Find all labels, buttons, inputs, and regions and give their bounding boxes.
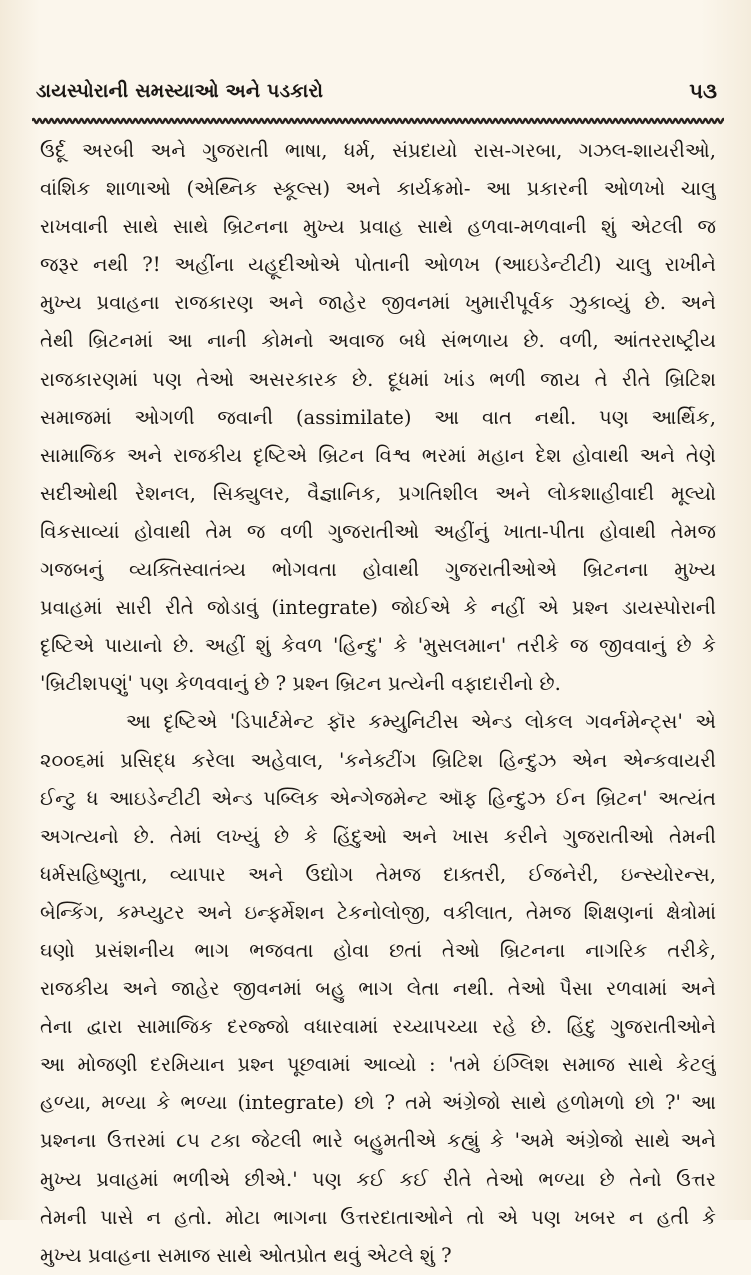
text-line: રાજકારણમાં પણ તેઓ અસરકારક છે. દૂધમાં ખાંડ ભળી જાય તે રીતે બ્રિટિશ — [40, 367, 716, 391]
text-line: વિકસાવ્યાં હોવાથી તેમ જ વળી ગુજરાતીઓ અહીંનું ખાતા-પીતા હોવાથી તેમજ — [40, 519, 716, 543]
text-line: તેના દ્વારા સામાજિક દરજ્જો વધારવામાં રચ્યાપચ્યા રહે છે. હિંદુ ગુજરાતીઓને — [40, 1015, 716, 1039]
text-line: તેથી બ્રિટનમાં આ નાની કોમનો અવાજ બધે સંભળાય છે. વળી, આંતરરાષ્ટ્રીય — [40, 329, 716, 353]
text-line: દૃષ્ટિએ પાયાનો છે. અહીં શું કેવળ 'હિન્દુ' કે 'મુસલમાન' તરીકે જ જીવવાનું છે કે — [40, 634, 716, 658]
paragraph-1 — [40, 132, 716, 703]
text-line: રાખવાની સાથે સાથે બ્રિટનના મુખ્ય પ્રવાહ સાથે હળવા-મળવાની શું એટલી જ — [40, 215, 716, 239]
chapter-title: ડાયસ્પોરાની સમસ્યાઓ અને પડકારો — [36, 80, 324, 102]
text-line: ઈન્ટુ ધ આઇડેન્ટીટી એન્ડ પબ્લિક એન્ગેજમેન્ટ ઑફ હિન્દુઝ ઈન બ્રિટન' અત્યંત — [40, 786, 716, 810]
text-line: ઘણો પ્રસંશનીય ભાગ ભજવતા હોવા છતાં તેઓ બ્રિટનના નાગરિક તરીકે, — [40, 938, 716, 962]
text-line: ગજબનું વ્યક્તિસ્વાતંત્ર્ય ભોગવતા હોવાથી ગુજરાતીઓએ બ્રિટનના મુખ્ય — [40, 558, 716, 582]
text-line: મુખ્ય પ્રવાહના રાજકારણ અને જાહેર જીવનમાં ખુમારીપૂર્વક ઝુકાવ્યું છે. અને — [40, 291, 716, 315]
text-line: બેન્કિંગ, કમ્પ્યુટર અને ઇન્ફર્મેશન ટેકનોલોજી, વકીલાત, તેમજ શિક્ષણનાં ક્ષેત્રોમાં — [40, 900, 716, 924]
text-line: વાંશિક શાળાઓ (એથ્નિક સ્કૂલ્સ) અને કાર્યક્રમો- આ પ્રકારની ઓળખો ચાલુ — [40, 177, 716, 201]
text-line: આ મોજણી દરમિયાન પ્રશ્ન પૂછવામાં આવ્યો : 'તમે ઇંગ્લિશ સમાજ સાથે કેટલું — [40, 1053, 716, 1077]
running-header — [36, 78, 721, 108]
text-line: ધર્મસહિષ્ણુતા, વ્યાપાર અને ઉદ્યોગ તેમજ દાક્તરી, ઈજનેરી, ઇન્સ્યોરન્સ, — [40, 862, 716, 886]
text-line: અગત્યનો છે. તેમાં લખ્યું છે કે હિંદુઓ અને ખાસ કરીને ગુજરાતીઓ તેમની — [40, 824, 716, 848]
paragraph-2 — [40, 703, 716, 1274]
text-line: ૨૦૦૬માં પ્રસિદ્ધ કરેલા અહેવાલ, 'કનેક્ટીંગ બ્રિટિશ હિન્દુઝ એન એન્કવાયરી — [40, 748, 716, 772]
text-line: આ દૃષ્ટિએ 'ડિપાર્ટમેન્ટ ફૉર કમ્યુનિટીસ એન્ડ લોકલ ગવર્નમેન્ટ્સ' એ — [126, 710, 716, 734]
decorative-wavy-rule — [32, 116, 724, 126]
text-line: મુખ્ય પ્રવાહના સમાજ સાથે ઓતપ્રોત થવું એટલે શું ? — [40, 1243, 452, 1267]
text-line: પ્રવાહમાં સારી રીતે જોડાવું (integrate) જોઈએ કે નહીં એ પ્રશ્ન ડાયસ્પોરાની — [40, 596, 716, 620]
text-line: સામાજિક અને રાજકીય દૃષ્ટિએ બ્રિટન વિશ્વ ભરમાં મહાન દેશ હોવાથી અને તેણે — [40, 443, 716, 467]
text-line: 'બ્રિટીશપણું' પણ કેળવવાનું છે ? પ્રશ્ન બ્રિટન પ્રત્યેની વફાદારીનો છે. — [40, 672, 561, 696]
text-line: ઉર્દૂ અરબી અને ગુજરાતી ભાષા, ધર્મ, સંપ્રદાયો રાસ-ગરબા, ગઝલ-શાયરીઓ, — [40, 139, 716, 162]
body-text — [40, 132, 716, 1275]
page-number: ૫૩ — [689, 78, 717, 103]
text-line: તેમની પાસે ન હતો. મોટા ભાગના ઉત્તરદાતાઓને તો એ પણ ખબર ન હતી કે — [40, 1205, 716, 1229]
text-line: મુખ્ય પ્રવાહમાં ભળીએ છીએ.' પણ કઈ કઈ રીતે તેઓ ભળ્યા છે તેનો ઉત્તર — [40, 1167, 716, 1191]
text-line: સદીઓથી રેશનલ, સિક્યુલર, વૈજ્ઞાનિક, પ્રગતિશીલ અને લોકશાહીવાદી મૂલ્યો — [40, 481, 716, 505]
text-line: પ્રશ્નના ઉત્તરમાં ૮૫ ટકા જેટલી ભારે બહુમતીએ કહ્યું કે 'અમે અંગ્રેજો સાથે અને — [40, 1129, 716, 1153]
text-line: હળ્યા, મળ્યા કે ભળ્યા (integrate) છો ? તમે અંગ્રેજો સાથે હળોમળો છો ?' આ — [40, 1091, 716, 1115]
text-line: જરૂર નથી ?! અહીંના યહૂદીઓએ પોતાની ઓળખ (આઇડેન્ટીટી) ચાલુ રાખીને — [40, 253, 716, 277]
text-line: સમાજમાં ઓગળી જવાની (assimilate) આ વાત નથી. પણ આર્થિક, — [40, 405, 716, 429]
text-line: રાજકીય અને જાહેર જીવનમાં બહુ ભાગ લેતા નથી. તેઓ પૈસા રળવામાં અને — [40, 977, 716, 1001]
